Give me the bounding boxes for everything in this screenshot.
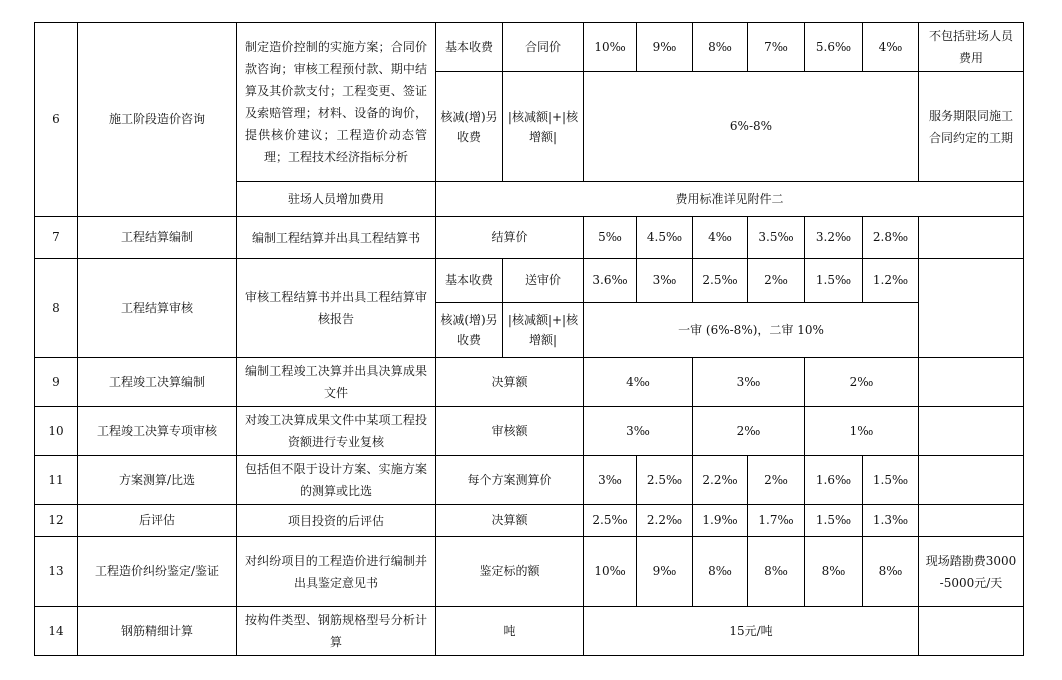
remark-cell bbox=[919, 358, 1024, 407]
service-description: 编制工程结算并出具工程结算书 bbox=[237, 217, 436, 259]
service-description: 审核工程结算书并出具工程结算审核报告 bbox=[237, 259, 436, 358]
fee-base: 送审价 bbox=[503, 259, 584, 303]
rate-cell: 5‰ bbox=[584, 217, 637, 259]
rate-cell: 1.3‰ bbox=[863, 505, 919, 537]
table-row bbox=[35, 505, 1024, 537]
remark-cell bbox=[919, 607, 1024, 656]
rate-cell: 10‰ bbox=[584, 23, 637, 72]
rate-cell: 9‰ bbox=[637, 537, 693, 607]
service-name: 后评估 bbox=[78, 505, 237, 537]
service-name: 工程结算编制 bbox=[78, 217, 237, 259]
fee-base: 合同价 bbox=[503, 23, 584, 72]
service-description: 制定造价控制的实施方案；合同价款咨询；审核工程预付款、期中结算及其价款支付；工程变更、签证及索赔管理；材料、设备的询价，提供核价建议；工程造价动态管理；工程技术经济指标分析 bbox=[237, 23, 436, 182]
remark-cell: 现场踏勘费3000-5000元/天 bbox=[919, 537, 1024, 607]
rate-cell: 8‰ bbox=[693, 23, 748, 72]
remark-cell bbox=[919, 217, 1024, 259]
rate-cell: 2.5‰ bbox=[584, 505, 637, 537]
table-row bbox=[35, 23, 1024, 72]
rate-cell: 1.7‰ bbox=[748, 505, 805, 537]
rate-cell: 15元/吨 bbox=[584, 607, 919, 656]
service-description: 对竣工决算成果文件中某项工程投资额进行专业复核 bbox=[237, 407, 436, 456]
table-row bbox=[35, 456, 1024, 505]
fee-base: |核减额|+|核增额| bbox=[503, 72, 584, 182]
rate-cell: 3‰ bbox=[584, 407, 693, 456]
rate-cell: 3.6‰ bbox=[584, 259, 637, 303]
service-name: 工程竣工决算专项审核 bbox=[78, 407, 237, 456]
remark-cell bbox=[919, 505, 1024, 537]
rate-cell: 5.6‰ bbox=[805, 23, 863, 72]
rate-cell: 2‰ bbox=[748, 456, 805, 505]
rate-cell: 2.2‰ bbox=[637, 505, 693, 537]
rate-cell: 2‰ bbox=[748, 259, 805, 303]
rate-cell: 8‰ bbox=[693, 537, 748, 607]
rate-cell: 8‰ bbox=[748, 537, 805, 607]
fee-base: 审核额 bbox=[436, 407, 584, 456]
service-description: 按构件类型、钢筋规格型号分析计算 bbox=[237, 607, 436, 656]
fee-base: 每个方案测算价 bbox=[436, 456, 584, 505]
row-number: 14 bbox=[35, 607, 78, 656]
rate-cell: 4‰ bbox=[693, 217, 748, 259]
rate-cell: 3.5‰ bbox=[748, 217, 805, 259]
table-row bbox=[35, 217, 1024, 259]
fee-base: 吨 bbox=[436, 607, 584, 656]
rate-cell: 7‰ bbox=[748, 23, 805, 72]
fee-type-label: 基本收费 bbox=[436, 259, 503, 303]
fee-schedule-table bbox=[34, 22, 1024, 656]
rate-cell: 3.2‰ bbox=[805, 217, 863, 259]
fee-type-label: 核减(增)另收费 bbox=[436, 303, 503, 358]
row-number: 13 bbox=[35, 537, 78, 607]
rate-cell: 2‰ bbox=[805, 358, 919, 407]
adjust-rate-cell: 一审 (6%-8%)，二审 10% bbox=[584, 303, 919, 358]
rate-cell: 3‰ bbox=[584, 456, 637, 505]
remark-cell bbox=[919, 456, 1024, 505]
rate-cell: 2.5‰ bbox=[637, 456, 693, 505]
service-description: 编制工程竣工决算并出具决算成果文件 bbox=[237, 358, 436, 407]
service-name: 方案测算/比选 bbox=[78, 456, 237, 505]
row-number: 11 bbox=[35, 456, 78, 505]
rate-cell: 2.8‰ bbox=[863, 217, 919, 259]
rate-cell: 9‰ bbox=[637, 23, 693, 72]
rate-cell: 3‰ bbox=[693, 358, 805, 407]
rate-cell: 4‰ bbox=[584, 358, 693, 407]
rate-cell: 1‰ bbox=[805, 407, 919, 456]
rate-cell: 2.5‰ bbox=[693, 259, 748, 303]
table-row bbox=[35, 537, 1024, 607]
rate-cell: 8‰ bbox=[805, 537, 863, 607]
resident-fee-value: 费用标准详见附件二 bbox=[436, 182, 1024, 217]
service-description: 包括但不限于设计方案、实施方案的测算或比选 bbox=[237, 456, 436, 505]
row-number: 8 bbox=[35, 259, 78, 358]
rate-cell: 3‰ bbox=[637, 259, 693, 303]
service-name: 工程结算审核 bbox=[78, 259, 237, 358]
rate-cell: 10‰ bbox=[584, 537, 637, 607]
rate-cell: 4‰ bbox=[863, 23, 919, 72]
service-description: 对纠纷项目的工程造价进行编制并出具鉴定意见书 bbox=[237, 537, 436, 607]
rate-cell: 1.5‰ bbox=[863, 456, 919, 505]
rate-cell: 2.2‰ bbox=[693, 456, 748, 505]
remark-cell bbox=[919, 407, 1024, 456]
remark-cell: 不包括驻场人员费用 bbox=[919, 23, 1024, 72]
resident-fee-label: 驻场人员增加费用 bbox=[237, 182, 436, 217]
remark-cell bbox=[919, 259, 1024, 358]
fee-base: 决算额 bbox=[436, 358, 584, 407]
row-number: 10 bbox=[35, 407, 78, 456]
table-row bbox=[35, 407, 1024, 456]
table-row bbox=[35, 607, 1024, 656]
fee-type-label: 核减(增)另收费 bbox=[436, 72, 503, 182]
row-number: 6 bbox=[35, 23, 78, 217]
rate-cell: 1.5‰ bbox=[805, 505, 863, 537]
rate-cell: 4.5‰ bbox=[637, 217, 693, 259]
remark-cell: 服务期限同施工合同约定的工期 bbox=[919, 72, 1024, 182]
table-row bbox=[35, 259, 1024, 303]
table-row bbox=[35, 358, 1024, 407]
fee-base: |核减额|+|核增额| bbox=[503, 303, 584, 358]
service-name: 工程竣工决算编制 bbox=[78, 358, 237, 407]
row-number: 12 bbox=[35, 505, 78, 537]
fee-base: 决算额 bbox=[436, 505, 584, 537]
service-description: 项目投资的后评估 bbox=[237, 505, 436, 537]
rate-cell: 1.9‰ bbox=[693, 505, 748, 537]
rate-cell: 1.5‰ bbox=[805, 259, 863, 303]
row-number: 7 bbox=[35, 217, 78, 259]
rate-cell: 8‰ bbox=[863, 537, 919, 607]
service-name: 施工阶段造价咨询 bbox=[78, 23, 237, 217]
rate-cell: 1.2‰ bbox=[863, 259, 919, 303]
service-name: 工程造价纠纷鉴定/鉴证 bbox=[78, 537, 237, 607]
fee-base: 结算价 bbox=[436, 217, 584, 259]
adjust-rate-cell: 6%-8% bbox=[584, 72, 919, 182]
service-name: 钢筋精细计算 bbox=[78, 607, 237, 656]
rate-cell: 2‰ bbox=[693, 407, 805, 456]
fee-type-label: 基本收费 bbox=[436, 23, 503, 72]
rate-cell: 1.6‰ bbox=[805, 456, 863, 505]
row-number: 9 bbox=[35, 358, 78, 407]
fee-base: 鉴定标的额 bbox=[436, 537, 584, 607]
